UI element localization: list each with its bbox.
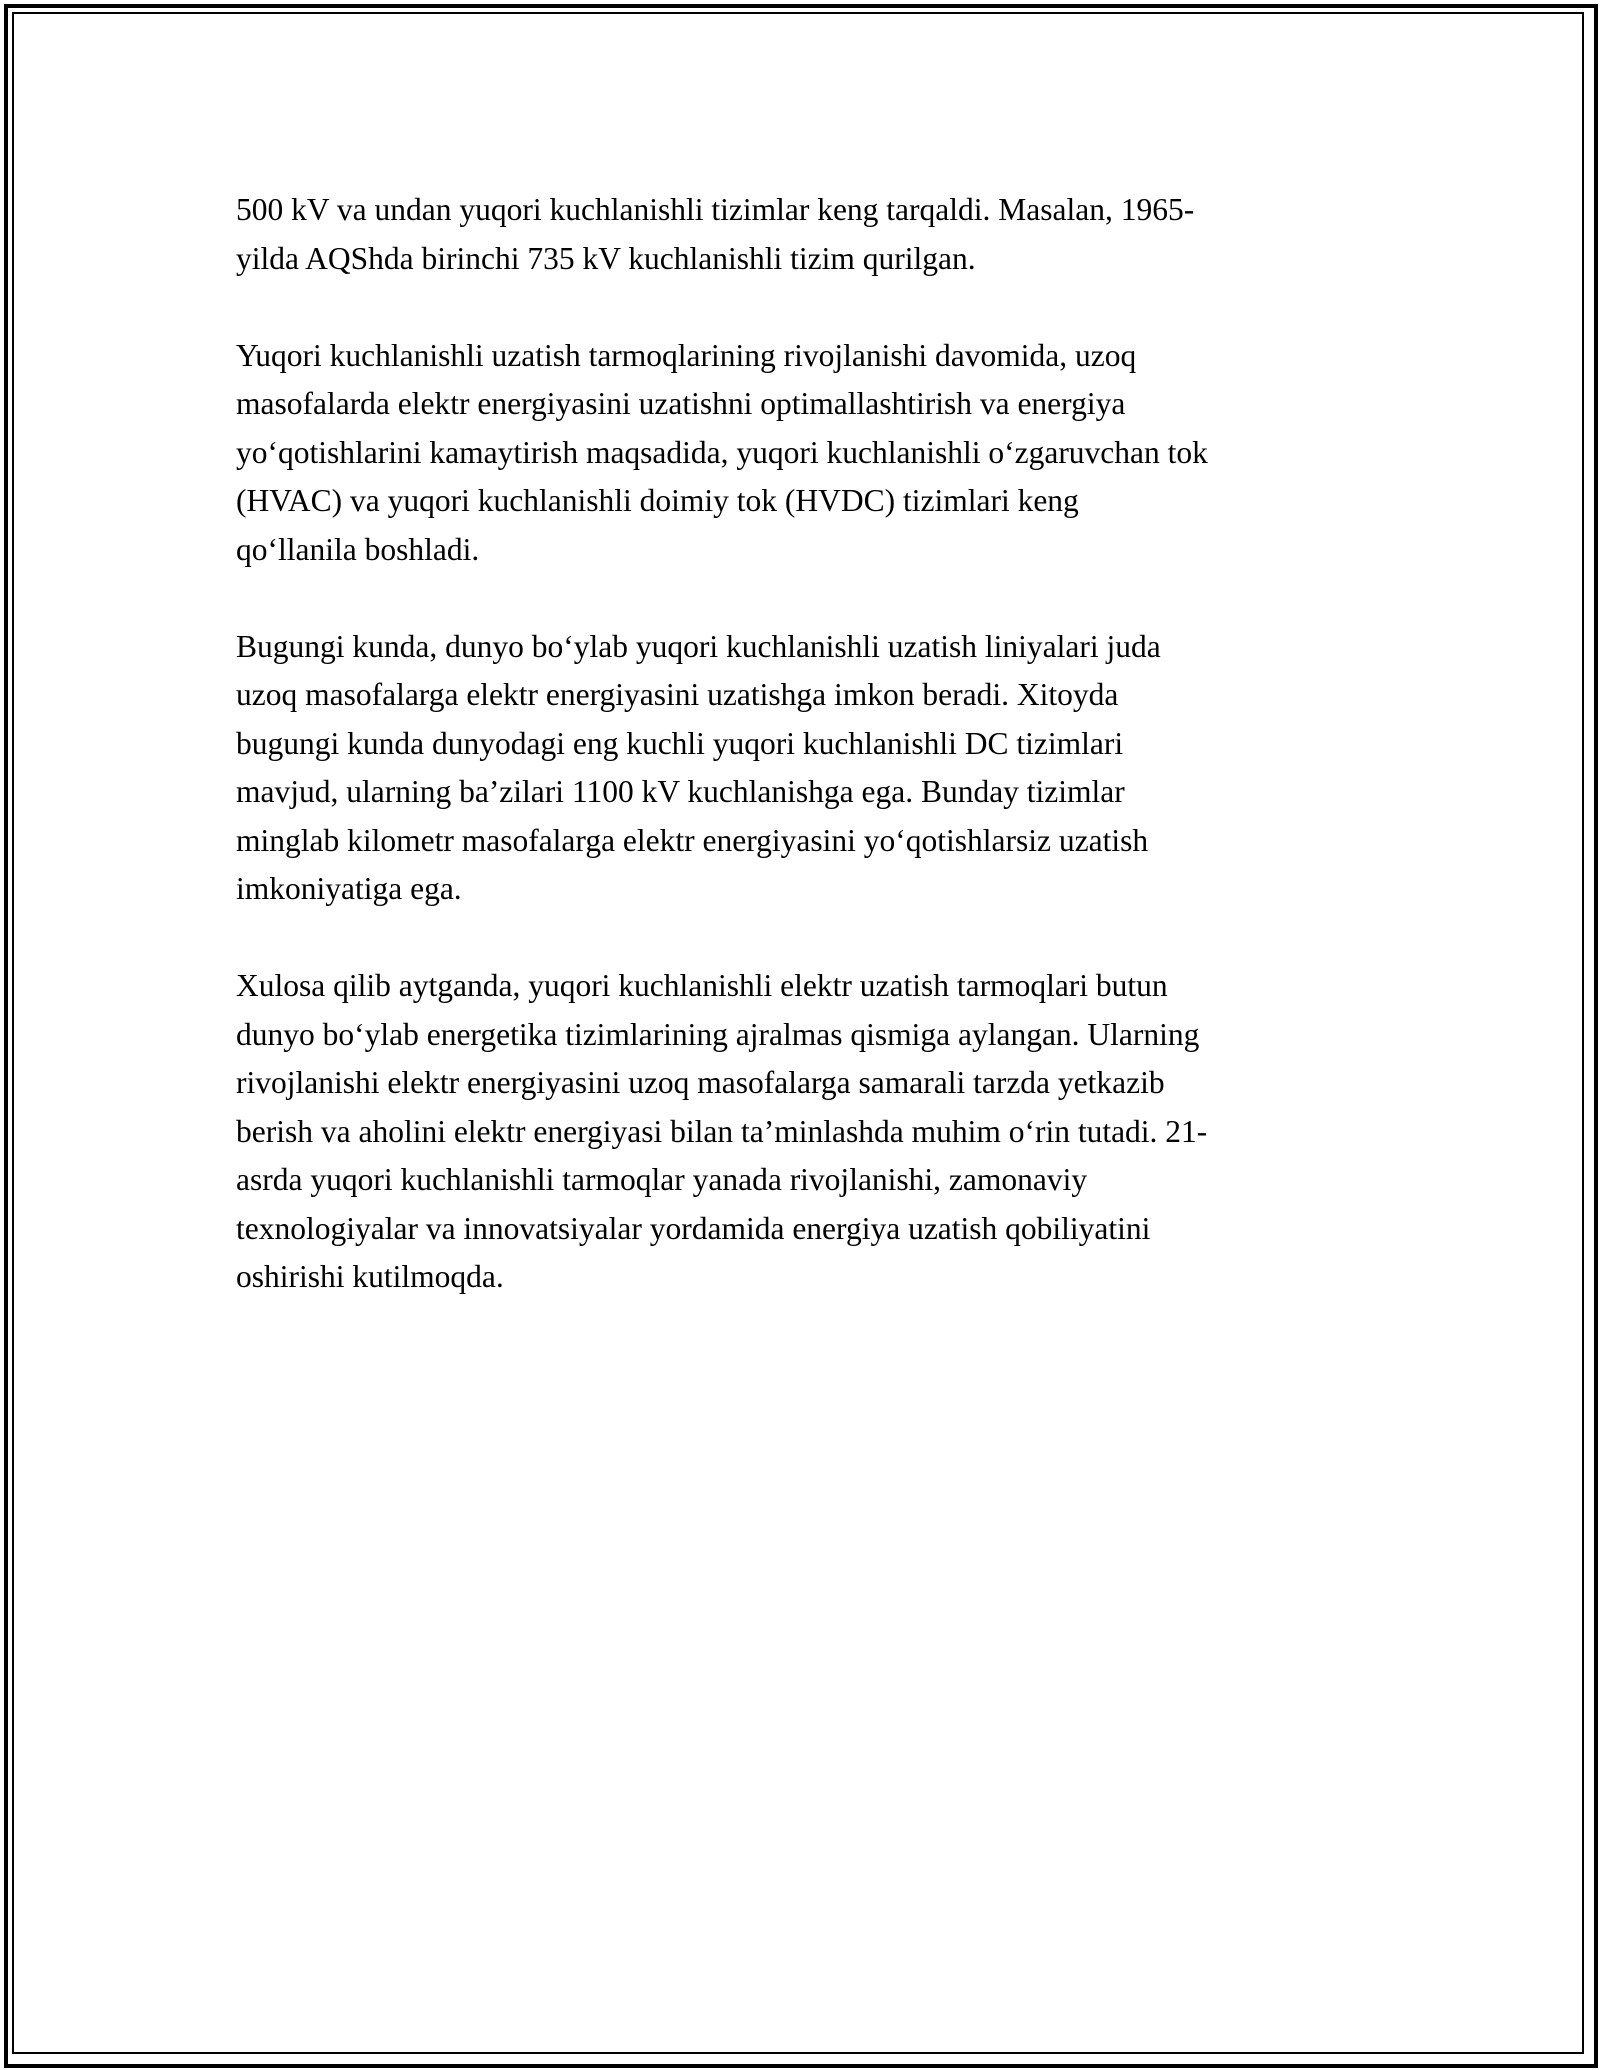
paragraph-3: Bugungi kunda, dunyo bo‘ylab yuqori kuchlanishli uzatish liniyalari juda uzoq masofalarga elektr energiyasini uzatishga imkon beradi. Xitoyda bugungi kunda dunyodagi eng kuchli yuqori kuchlanishli DC tizimlari mavjud, ularning ba’zilari 1100 kV kuchlanishga ega. Bunday tizimlar minglab kilometr masofalarga elektr energiyasini yo‘qotishlarsiz uzatish imkoniyatiga ega. [236, 628, 1161, 906]
paragraph-4: Xulosa qilib aytganda, yuqori kuchlanishli elektr uzatish tarmoqlari butun dunyo bo‘ylab energetika tizimlarining ajralmas qismiga aylangan. Ularning rivojlanishi elektr energiyasini uzoq masofalarga samarali tarzda yetkazib berish va aholini elektr energiyasi bilan ta’minlashda muhim o‘rin tutadi. 21- asrda yuqori kuchlanishli tarmoqlar yanada rivojlanishi, zamonaviy texnologiyalar va innovatsiyalar yordamida energiya uzatish qobiliyatini oshirishi kutilmoqda. [236, 968, 1208, 1294]
document-body [236, 186, 1376, 1350]
paragraph-2: Yuqori kuchlanishli uzatish tarmoqlarining rivojlanishi davomida, uzoq masofalarda elektr energiyasini uzatishni optimallashtirish va energiya yo‘qotishlarini kamaytirish maqsadida, yuqori kuchlanishli o‘zgaruvchan tok (HVAC) va yuqori kuchlanishli doimiy tok (HVDC) tizimlari keng qo‘llanila boshladi. [236, 337, 1208, 567]
paragraph-1: 500 kV va undan yuqori kuchlanishli tizimlar keng tarqaldi. Masalan, 1965- yilda AQShda birinchi 735 kV kuchlanishli tizim qurilgan. [236, 192, 1195, 276]
